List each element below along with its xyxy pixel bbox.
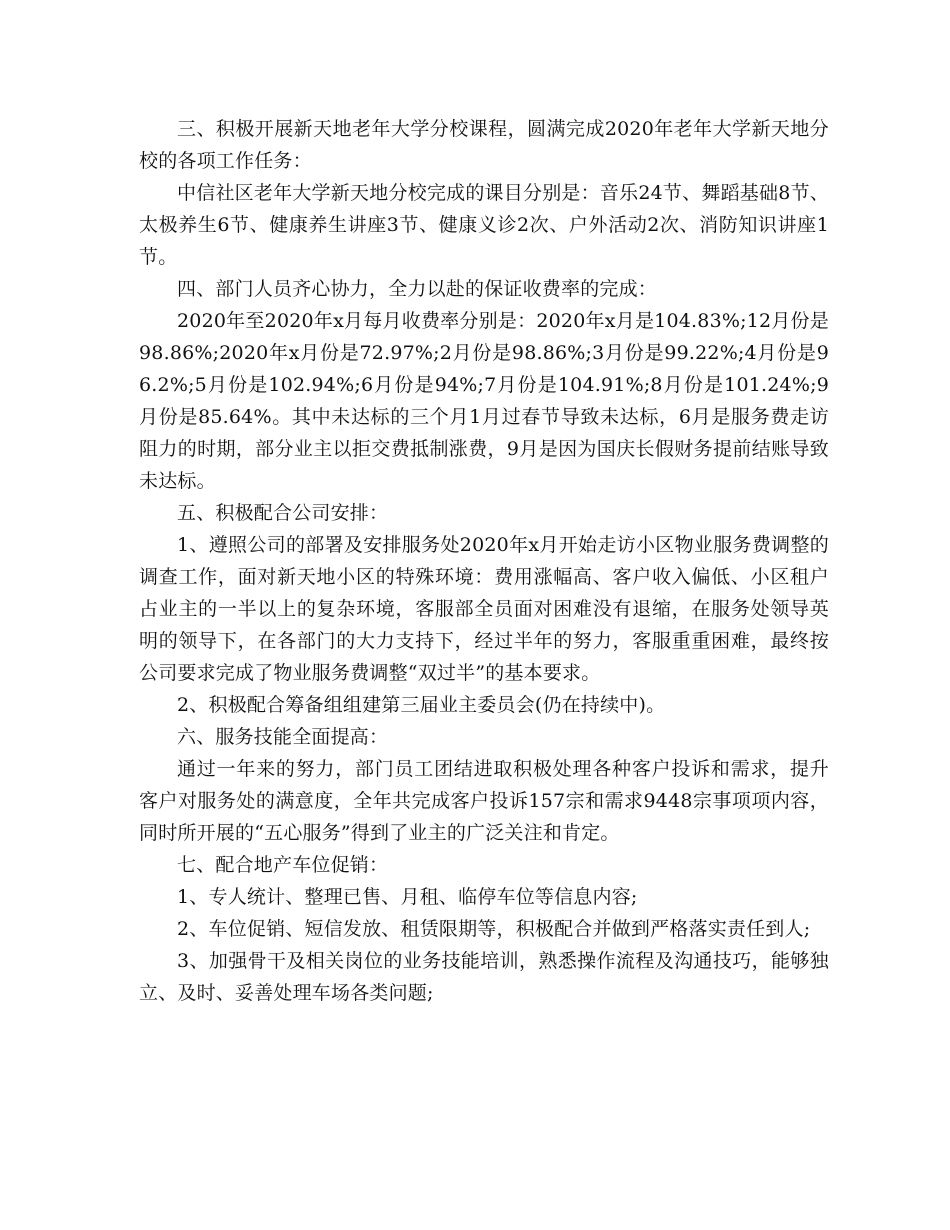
section-heading-7: 七、配合地产车位促销：	[177, 854, 389, 876]
list-item-parking-2: 2、车位促销、短信发放、租赁限期等，积极配合并做到严格落实责任到人;	[177, 918, 811, 940]
list-item-parking-1: 1、专人统计、整理已售、月租、临停车位等信息内容;	[177, 886, 638, 908]
paragraph-collection-rates: 2020年至2020年x月每月收费率分别是：2020年x月是104.83%;12月份是98.86%;2020年x月份是72.97%;2月份是98.86%;3月份是99.22%;4月份是96.2%;5月份是102.94%;6月份是94%;7月份是104.91%;8月份是101.24%;9月份是85.64%。其中未达标的三个月1月过春节导致未达标，6月是服务费走访阻力的时期，部分业主以拒交费抵制涨费，9月是因为国庆长假财务提前结账导致未达标。	[139, 310, 829, 492]
section-heading-4: 四、部门人员齐心协力，全力以赴的保证收费率的完成：	[177, 278, 658, 300]
paragraph-fee-adjustment: 1、遵照公司的部署及安排服务处2020年x月开始走访小区物业服务费调整的调查工作，面对新天地小区的特殊环境：费用涨幅高、客户收入偏低、小区租户占业主的一半以上的复杂环境，客服部全员面对困难没有退缩，在服务处领导英明的领导下，在各部门的大力支持下，经过半年的努力，客服重重困难，最终按公司要求完成了物业服务费调整“双过半”的基本要求。	[139, 534, 829, 684]
section-heading-6: 六、服务技能全面提高：	[177, 726, 389, 748]
list-item-parking-3: 3、加强骨干及相关岗位的业务技能培训，熟悉操作流程及沟通技巧，能够独立、及时、妥善处理车场各类问题;	[139, 950, 829, 1004]
document-body	[139, 113, 829, 1009]
paragraph-owners-committee: 2、积极配合筹备组组建第三届业主委员会(仍在持续中)。	[177, 694, 666, 716]
section-heading-5: 五、积极配合公司安排：	[177, 502, 389, 524]
section-heading-3: 三、积极开展新天地老年大学分校课程，圆满完成2020年老年大学新天地分校的各项工作任务：	[139, 118, 829, 172]
paragraph-course-list: 中信社区老年大学新天地分校完成的课目分别是：音乐24节、舞蹈基础8节、太极养生6节、健康养生讲座3节、健康义诊2次、户外活动2次、消防知识讲座1节。	[139, 182, 830, 268]
paragraph-service-skills: 通过一年来的努力，部门员工团结进取积极处理各种客户投诉和需求，提升客户对服务处的满意度，全年共完成客户投诉157宗和需求9448宗事项项内容，同时所开展的“五心服务”得到了业主的广泛关注和肯定。	[139, 758, 829, 844]
